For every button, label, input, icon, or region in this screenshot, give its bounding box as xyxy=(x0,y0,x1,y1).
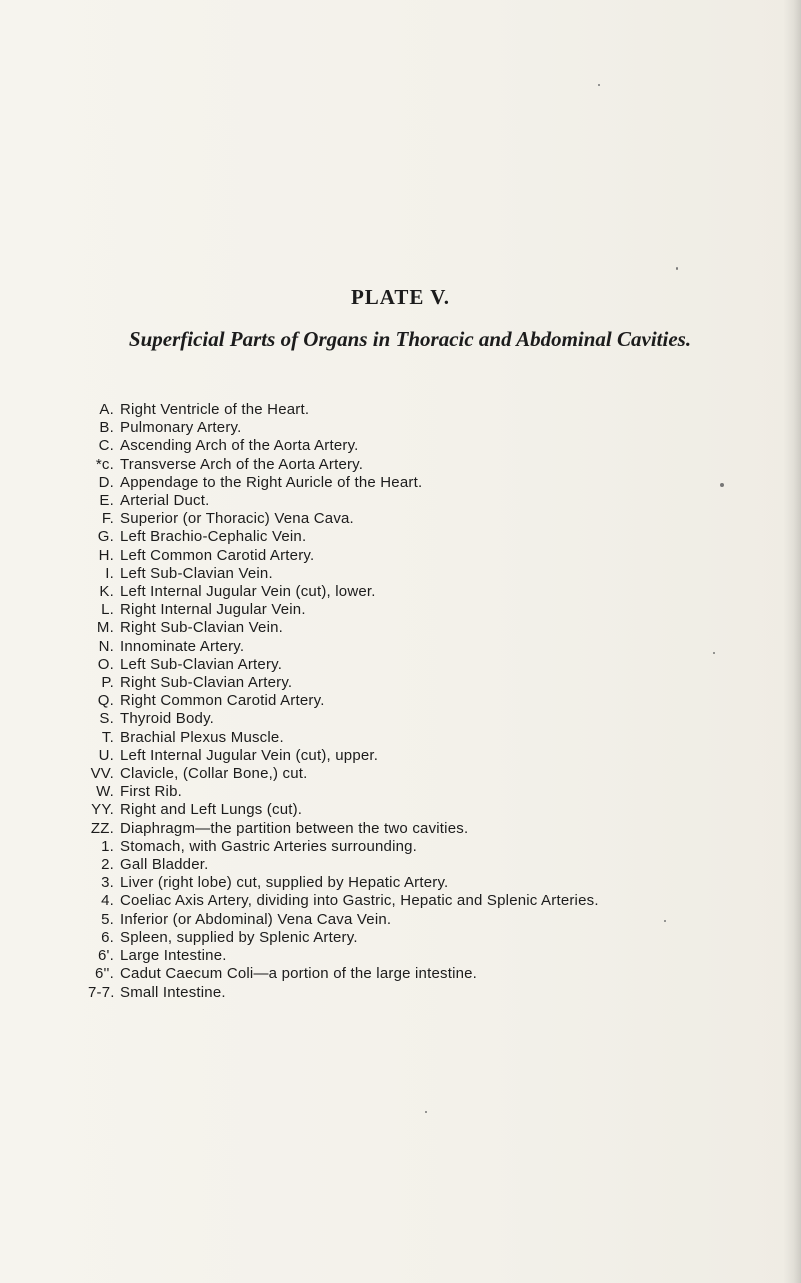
legend-text: Brachial Plexus Muscle. xyxy=(120,728,284,746)
legend-item xyxy=(88,874,788,892)
legend-item xyxy=(88,528,788,546)
legend-item xyxy=(88,492,788,510)
legend-item xyxy=(88,820,788,838)
legend-text: Small Intestine. xyxy=(120,983,226,1001)
legend-text: Right and Left Lungs (cut). xyxy=(120,801,303,819)
legend-text: Innominate Artery. xyxy=(120,637,245,655)
legend-item xyxy=(88,856,788,874)
legend-key: C. xyxy=(98,437,114,455)
legend-item xyxy=(88,437,788,455)
legend-text: Left Common Carotid Artery. xyxy=(120,546,315,564)
legend-item xyxy=(88,984,788,1002)
legend-text: Superior (or Thoracic) Vena Cava. xyxy=(120,510,354,528)
legend-item xyxy=(88,619,788,637)
legend-text: Thyroid Body. xyxy=(120,710,215,728)
paper-speck xyxy=(676,267,678,270)
legend-item xyxy=(88,838,788,856)
legend-text: Right Common Carotid Artery. xyxy=(120,692,325,710)
legend-key: 6''. xyxy=(94,965,114,983)
legend-key: YY. xyxy=(91,801,114,819)
legend-text: Left Brachio-Cephalic Vein. xyxy=(120,528,307,546)
legend-item xyxy=(88,401,788,419)
legend-text: Right Sub-Clavian Vein. xyxy=(120,619,284,637)
paper-speck xyxy=(425,1111,427,1113)
legend-item xyxy=(88,419,788,437)
legend-key: I. xyxy=(105,564,114,582)
legend-key: ZZ. xyxy=(90,819,114,837)
legend-text: Inferior (or Abdominal) Vena Cava Vein. xyxy=(120,910,392,928)
legend-item xyxy=(88,638,788,656)
legend-text: Left Internal Jugular Vein (cut), lower. xyxy=(120,583,376,601)
legend-text: First Rib. xyxy=(120,783,182,801)
legend-text: Arterial Duct. xyxy=(120,492,210,510)
legend-key: T. xyxy=(101,728,114,746)
legend-text: Stomach, with Gastric Arteries surrounding. xyxy=(120,837,418,855)
legend-item xyxy=(88,783,788,801)
paper-speck xyxy=(720,483,724,487)
legend-list xyxy=(88,401,788,1002)
legend-key: A. xyxy=(99,401,114,418)
legend-text: Left Sub-Clavian Vein. xyxy=(120,564,273,582)
legend-key: O. xyxy=(97,655,114,673)
legend-item xyxy=(88,692,788,710)
legend-key: N. xyxy=(98,637,114,655)
legend-item xyxy=(88,565,788,583)
legend-text: Large Intestine. xyxy=(120,947,227,965)
legend-key: 7-7. xyxy=(88,983,115,1001)
legend-key: F. xyxy=(101,510,114,528)
legend-text: Cadut Caecum Coli—a portion of the large intestine. xyxy=(120,965,478,983)
legend-text: Liver (right lobe) cut, supplied by Hepatic Artery. xyxy=(120,874,449,892)
legend-key: E. xyxy=(99,492,114,510)
legend-item xyxy=(88,710,788,728)
legend-item xyxy=(88,656,788,674)
legend-item xyxy=(88,929,788,947)
legend-text: Left Internal Jugular Vein (cut), upper. xyxy=(120,746,379,764)
legend-item xyxy=(88,765,788,783)
legend-text: Right Internal Jugular Vein. xyxy=(120,601,306,619)
legend-text: Gall Bladder. xyxy=(120,856,209,874)
legend-key: 4. xyxy=(101,892,114,910)
legend-item xyxy=(88,547,788,565)
legend-item xyxy=(88,510,788,528)
legend-key: K. xyxy=(99,583,114,601)
legend-key: L. xyxy=(101,601,114,619)
legend-item xyxy=(88,965,788,983)
legend-text: Clavicle, (Collar Bone,) cut. xyxy=(120,765,308,783)
legend-item xyxy=(88,911,788,929)
legend-key: B. xyxy=(99,419,114,437)
legend-key: U. xyxy=(98,746,114,764)
legend-key: 6'. xyxy=(98,947,114,965)
legend-item xyxy=(88,474,788,492)
legend-key: S. xyxy=(99,710,114,728)
legend-item xyxy=(88,947,788,965)
legend-key: M. xyxy=(96,619,114,637)
legend-key: P. xyxy=(101,674,114,692)
legend-key: W. xyxy=(96,783,114,801)
legend-item xyxy=(88,892,788,910)
legend-text: Pulmonary Artery. xyxy=(120,419,242,437)
legend-text: Transverse Arch of the Aorta Artery. xyxy=(120,455,364,473)
paper-speck xyxy=(664,920,666,922)
paper-speck xyxy=(598,84,600,86)
paper-speck xyxy=(713,652,715,654)
legend-text: Diaphragm—the partition between the two cavities. xyxy=(120,819,469,837)
legend-key: 2. xyxy=(101,856,114,874)
legend-key: H. xyxy=(98,546,114,564)
legend-key: VV. xyxy=(90,765,114,783)
legend-key: 3. xyxy=(101,874,114,892)
plate-subtitle: Superficial Parts of Organs in Thoracic and Abdominal Cavities. xyxy=(128,327,692,351)
legend-key: Q. xyxy=(97,692,114,710)
legend-text: Coeliac Axis Artery, dividing into Gastric, Hepatic and Splenic Arteries. xyxy=(120,892,599,910)
legend-item xyxy=(88,747,788,765)
legend-text: Appendage to the Right Auricle of the Heart. xyxy=(120,473,423,491)
legend-key: D. xyxy=(98,473,114,491)
plate-title: PLATE V. xyxy=(350,285,451,309)
legend-key: 6. xyxy=(101,928,114,946)
legend-key: 5. xyxy=(101,910,114,928)
legend-text: Ascending Arch of the Aorta Artery. xyxy=(120,437,359,455)
legend-item xyxy=(88,456,788,474)
legend-text: Right Ventricle of the Heart. xyxy=(120,401,310,418)
legend-item xyxy=(88,729,788,747)
legend-key: *c. xyxy=(95,455,114,473)
legend-key: 1. xyxy=(101,837,114,855)
legend-item xyxy=(88,674,788,692)
legend-text: Spleen, supplied by Splenic Artery. xyxy=(120,928,358,946)
legend-text: Left Sub-Clavian Artery. xyxy=(120,655,283,673)
legend-item xyxy=(88,801,788,819)
legend-item xyxy=(88,583,788,601)
legend-key: G. xyxy=(97,528,114,546)
legend-text: Right Sub-Clavian Artery. xyxy=(120,674,293,692)
legend-item xyxy=(88,601,788,619)
